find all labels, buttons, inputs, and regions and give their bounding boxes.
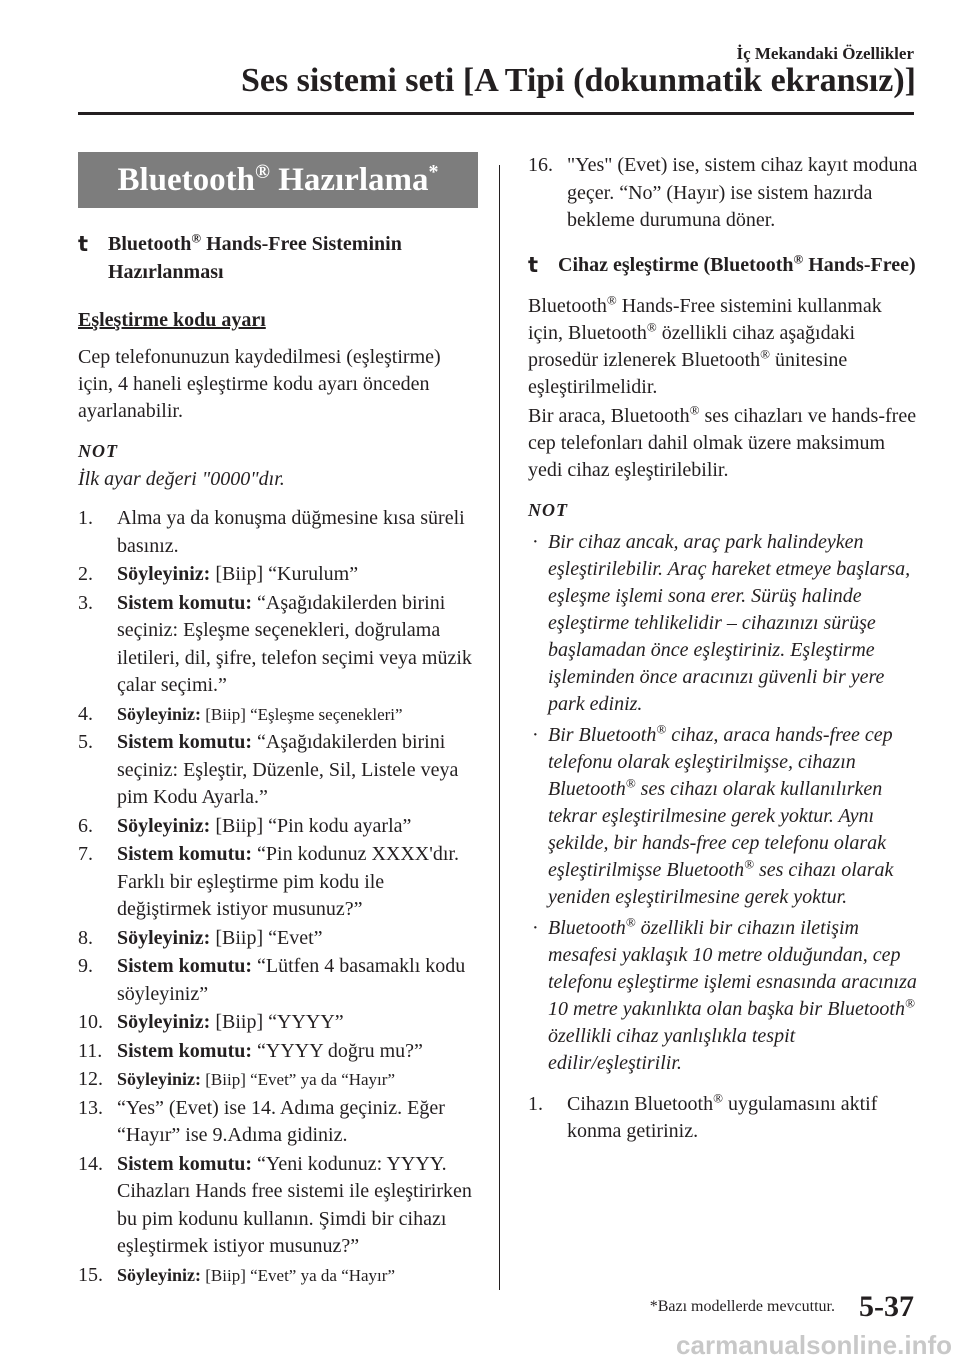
step-label: Söyleyiniz:	[117, 1011, 211, 1033]
list-item: 16. "Yes" (Evet) ise, sistem cihaz kayıt moduna geçer. “No” (Hayır) ise sistem hazırda bekleme durumuna döner.	[528, 154, 918, 231]
step-text: [Biip] “YYYY”	[210, 1011, 344, 1033]
step-number: 6.	[78, 814, 93, 837]
step-text: “Lütfen 4 basamaklı kodu söyleyiniz”	[117, 955, 466, 1005]
list-item	[78, 1151, 478, 1261]
step-number: 10.	[78, 1011, 103, 1033]
step-label: Söyleyiniz:	[117, 563, 211, 585]
watermark: carmanualsonline.info	[676, 1330, 952, 1360]
step-label: Söyleyiniz:	[117, 1264, 201, 1285]
step-label: Söyleyiniz:	[117, 926, 211, 949]
section-banner: Bluetooth® Hazırlama*	[78, 152, 478, 208]
left-column	[78, 152, 478, 1290]
pairing-steps-list	[528, 1091, 918, 1146]
step-label: Sistem komutu:	[117, 843, 253, 865]
note-text: İlk ayar değeri "0000"dır.	[78, 468, 285, 490]
page-title: Ses sistemi seti [A Tipi (dokunmatik ekransız)]	[240, 62, 916, 99]
step-text: Alma ya da konuşma düğmesine kısa süreli basınız.	[117, 507, 465, 557]
list-item: 1. Cihazın Bluetooth® uygulamasını aktif konma getiriniz.	[528, 1089, 878, 1142]
list-item	[78, 590, 478, 700]
step-text: “YYYY doğru mu?”	[252, 1039, 423, 1062]
step-text: [Biip] “Pin kodu ayarla”	[210, 814, 412, 837]
step-number: 11.	[78, 1039, 103, 1062]
step-text: [Biip] “Evet” ya da “Hayır”	[201, 1070, 395, 1089]
note-bullets	[528, 529, 918, 1077]
list-item: · Bir cihaz ancak, araç park halindeyken eşleştirilebilir. Araç hareket etmeye başlarsa, eşleşme işlemi sona erer. Sürüş halinde eşleştirme tehlikelidir – cihazınızı sürüşe başlamadan önce eşleştiriniz. Eşleştirme işleminden önce aracınızı güvenli bir yere park ediniz.	[532, 530, 911, 715]
step-number: 7.	[78, 843, 93, 865]
step-label: Söyleyiniz:	[117, 703, 201, 724]
step-label: Sistem komutu:	[117, 1039, 253, 1062]
list-item	[78, 813, 478, 841]
topic-heading: Eşleştirme kodu ayarı	[78, 309, 266, 331]
step-text: “Yes” (Evet) ise 14. Adıma geçiniz. Eğer “Hayır” ise 9.Adıma gidiniz.	[117, 1096, 445, 1146]
step-number: 9.	[78, 955, 93, 977]
list-item: · Bluetooth® özellikli bir cihazın iletişim mesafesi yaklaşık 10 metre olduğundan, cep telefonu eşleştirme işlemi esnasında aracınıza 10 metre yakınlıkta olan başka bir Bluetooth® özellikli cihaz yanlışlıkla tespit edilir/eşleştirilir.	[532, 913, 917, 1074]
list-item	[78, 1262, 478, 1290]
step-number: 15.	[78, 1263, 103, 1286]
list-item	[78, 1095, 478, 1150]
step-number: 2.	[78, 563, 93, 585]
step-label: Sistem komutu:	[117, 731, 253, 753]
step-number: 12.	[78, 1068, 103, 1090]
step-text: [Biip] “Kurulum”	[210, 563, 359, 585]
step-label: Söyleyiniz:	[117, 814, 211, 837]
steps-list-continued	[528, 152, 918, 235]
step-number: 1.	[78, 507, 93, 529]
pairing-paragraph: Bluetooth® Hands-Free sistemini kullanmak için, Bluetooth® özellikli cihaz aşağıdaki prosedür izlenerek Bluetooth® ünitesine eşleştirilmelidir.	[528, 291, 882, 398]
heading-marker-icon: t	[78, 232, 89, 256]
column-divider	[499, 165, 500, 1290]
list-item	[78, 841, 478, 924]
step-number: 3.	[78, 591, 93, 614]
note-title: NOT	[78, 441, 118, 461]
list-item	[78, 1009, 478, 1037]
step-text: “Aşağıdakilerden birini seçiniz: Eşleşme seçenekleri, doğrulama iletileri, dil, şifre, telefon seçimi veya müzik çalar seçimi.”	[117, 591, 472, 696]
step-number: 13.	[78, 1096, 103, 1119]
list-item: · Bir Bluetooth® cihaz, araca hands-free cep telefonu olarak eşleştirilmişse, cihazın Bluetooth® ses cihazı olarak kullanılırken tekrar eşleştirilmesine gerek yoktur. Aynı şekilde, bir hands-free cep telefonu olarak eşleştirilmişse Bluetooth® ses cihazı olarak yeniden eşleştirilmesine gerek yoktur.	[532, 720, 894, 908]
step-text: [Biip] “Eşleşme seçenekleri”	[201, 704, 403, 724]
footnote: *Bazı modellerde mevcuttur.	[649, 1298, 835, 1315]
list-item	[78, 505, 478, 560]
subsection-heading-handsfree: t Bluetooth® Hands-Free Sisteminin Hazırlanması	[78, 230, 402, 283]
heading-marker-icon: t	[528, 252, 539, 277]
list-item	[78, 729, 478, 812]
step-number: 8.	[78, 926, 93, 949]
step-text: “Yeni kodunuz: YYYY. Cihazları Hands free sistemi ile eşleştirirken bu pim kodunu kullanın. Şimdi bir cihazı eşleştirmek istiyor musunuz?”	[117, 1152, 472, 1257]
step-label: Sistem komutu:	[117, 955, 253, 977]
header-rule	[78, 112, 914, 115]
step-text: “Pin kodunuz XXXX'dır. Farklı bir eşleştirme pim kodu ile değiştirmek istiyor musunuz?”	[117, 843, 459, 920]
note-title: NOT	[528, 499, 568, 520]
list-item	[78, 1038, 478, 1066]
header-section: İç Mekandaki Özellikler	[736, 44, 914, 63]
list-item	[78, 925, 478, 953]
max-devices-paragraph: Bir araca, Bluetooth® ses cihazları ve hands-free cep telefonları dahil olmak üzere maksimum yedi cihaz eşleştirilebilir.	[528, 401, 917, 481]
step-number: 5.	[78, 731, 93, 753]
step-number: 14.	[78, 1152, 103, 1175]
step-label: Sistem komutu:	[117, 591, 253, 614]
step-text: “Aşağıdakilerden birini seçiniz: Eşleştir, Düzenle, Sil, Listele veya pim Kodu Ayarla.”	[117, 731, 459, 808]
steps-list	[78, 505, 478, 1289]
list-item	[78, 1066, 478, 1094]
step-text: [Biip] “Evet”	[210, 926, 323, 949]
step-number: 4.	[78, 702, 93, 725]
list-item	[78, 953, 478, 1008]
intro-paragraph: Cep telefonunuzun kaydedilmesi (eşleştirme) için, 4 haneli eşleştirme kodu ayarı önceden ayarlanabilir.	[78, 346, 441, 422]
step-label: Söyleyiniz:	[117, 1069, 201, 1089]
list-item	[78, 561, 478, 589]
right-column	[528, 152, 918, 1147]
step-text: [Biip] “Evet” ya da “Hayır”	[201, 1265, 395, 1285]
page-number: 5-37	[859, 1290, 914, 1323]
step-label: Sistem komutu:	[117, 1152, 253, 1175]
subsection-heading-pairing: t Cihaz eşleştirme (Bluetooth® Hands-Free)	[528, 250, 916, 277]
list-item	[78, 701, 478, 729]
